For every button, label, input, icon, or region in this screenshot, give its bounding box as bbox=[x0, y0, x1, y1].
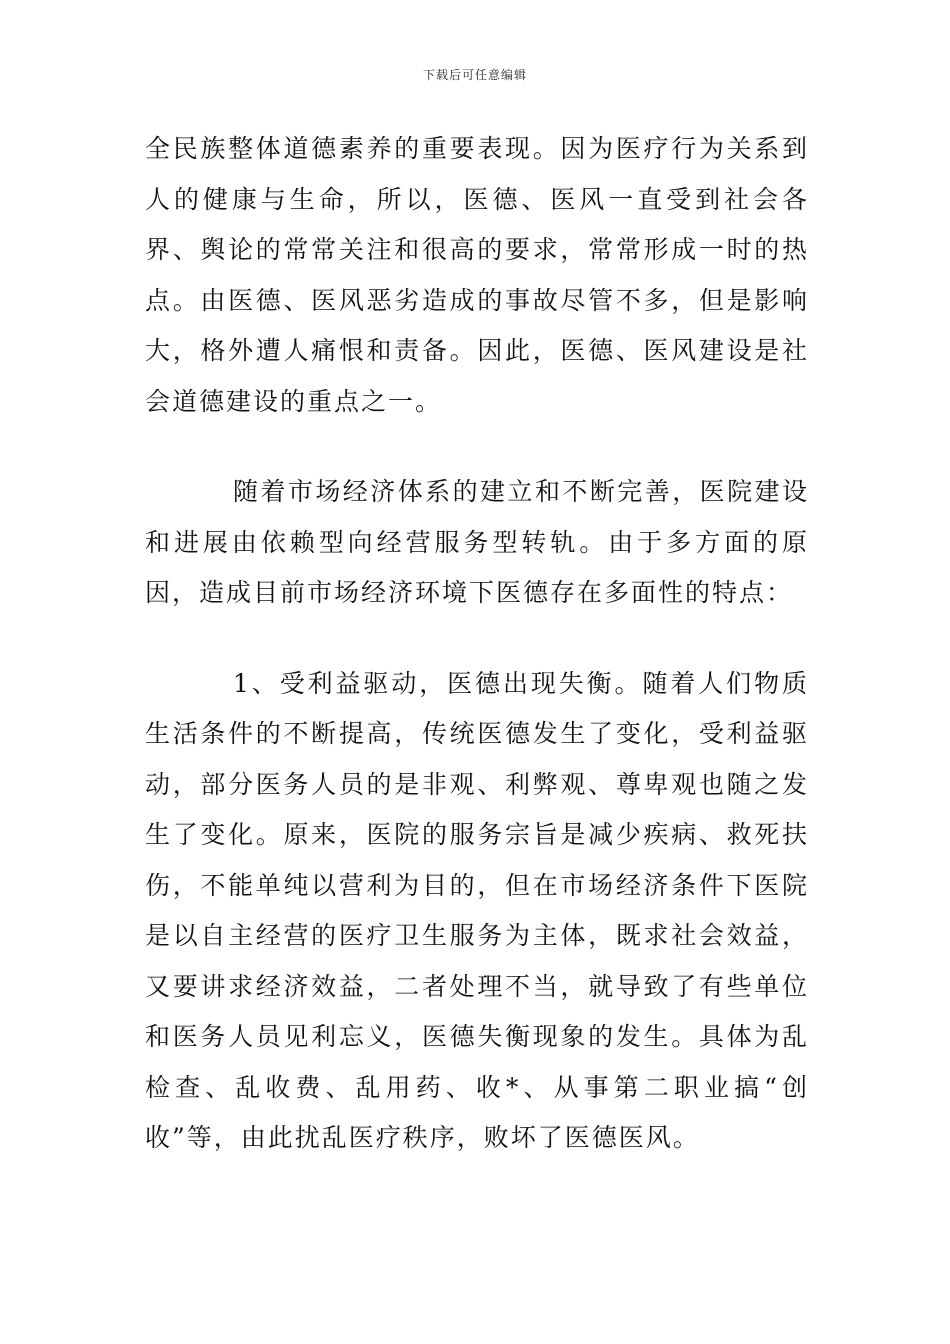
page-header: 下载后可任意编辑 bbox=[422, 68, 527, 82]
document-body bbox=[145, 124, 809, 1164]
paragraph-3: 1、受利益驱动，医德出现失衡。随着人们物质生活条件的不断提高，传统医德发生了变化，受利益驱动，部分医务人员的是非观、利弊观、尊卑观也随之发生了变化。原来，医院的服务宗旨是减少疾病、救死扶伤，不能单纯以营利为目的，但在市场经济条件下医院是以自主经营的医疗卫生服务为主体，既求社会效益，又要讲求经济效益，二者处理不当，就导致了有些单位和医务人员见利忘义，医德失衡现象的发生。具体为乱检查、乱收费、乱用药、收*、从事第二职业搞“创收”等，由此扰乱医疗秩序，败坏了医德医风。 bbox=[145, 668, 809, 1152]
paragraph-gap bbox=[145, 427, 809, 467]
paragraph-gap bbox=[145, 619, 809, 659]
paragraph-2: 随着市场经济体系的建立和不断完善，医院建设和进展由依赖型向经营服务型转轨。由于多方面的原因，造成目前市场经济环境下医德存在多面性的特点： bbox=[145, 477, 809, 607]
paragraph-1: 全民族整体道德素养的重要表现。因为医疗行为关系到人的健康与生命，所以，医德、医风一直受到社会各界、舆论的常常关注和很高的要求，常常形成一时的热点。由医德、医风恶劣造成的事故尽管不多，但是影响大，格外遭人痛恨和责备。因此，医德、医风建设是社会道德建设的重点之一。 bbox=[145, 134, 809, 416]
